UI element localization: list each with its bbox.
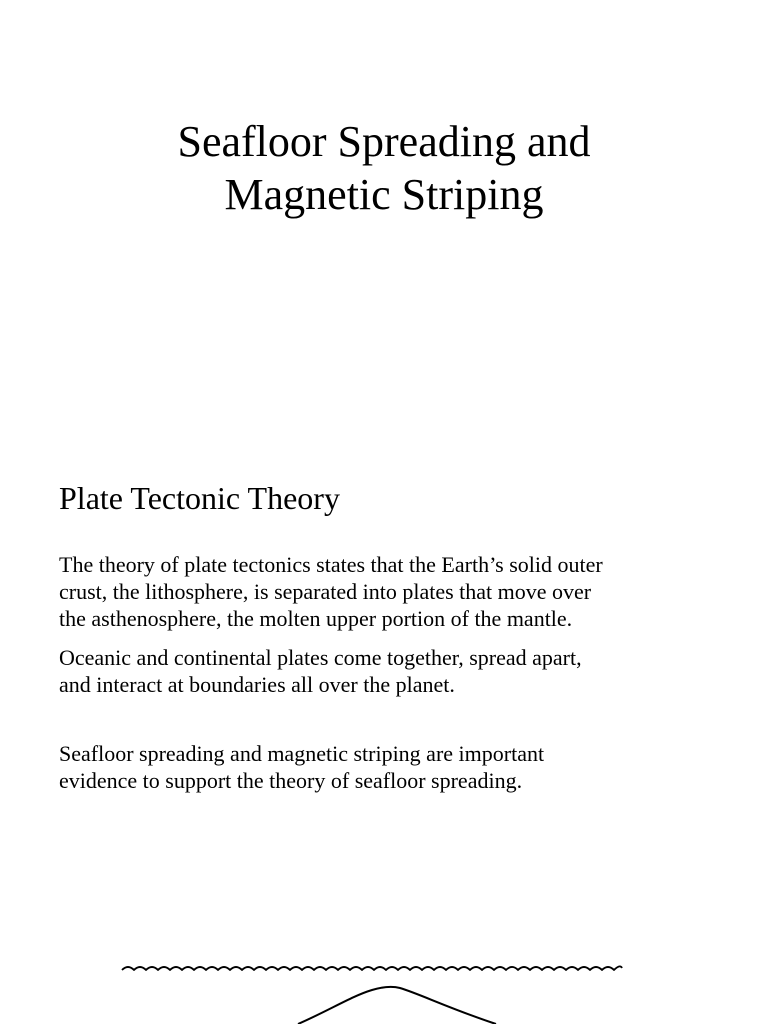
paragraph-plate-boundaries <box>59 644 719 698</box>
section-heading: Plate Tectonic Theory <box>59 480 340 516</box>
title-line: Magnetic Striping <box>224 170 544 219</box>
ridge-mound-outline <box>298 987 496 1024</box>
sea-surface-wave-line <box>122 966 622 970</box>
page-title <box>0 115 768 221</box>
paragraph-plate-tectonics <box>59 551 719 632</box>
paragraph-evidence <box>59 740 719 794</box>
paragraph-line: Oceanic and continental plates come together, spread apart, <box>59 645 582 670</box>
ocean-ridge-illustration <box>0 940 768 1024</box>
paragraph-line: crust, the lithosphere, is separated into plates that move over <box>59 579 592 604</box>
paragraph-line: evidence to support the theory of seafloor spreading. <box>59 768 523 793</box>
paragraph-line: Seafloor spreading and magnetic striping are important <box>59 741 545 766</box>
paragraph-line: the asthenosphere, the molten upper portion of the mantle. <box>59 606 573 631</box>
title-line: Seafloor Spreading and <box>177 117 591 166</box>
paragraph-line: The theory of plate tectonics states that the Earth’s solid outer <box>59 552 603 577</box>
paragraph-line: and interact at boundaries all over the planet. <box>59 672 455 697</box>
